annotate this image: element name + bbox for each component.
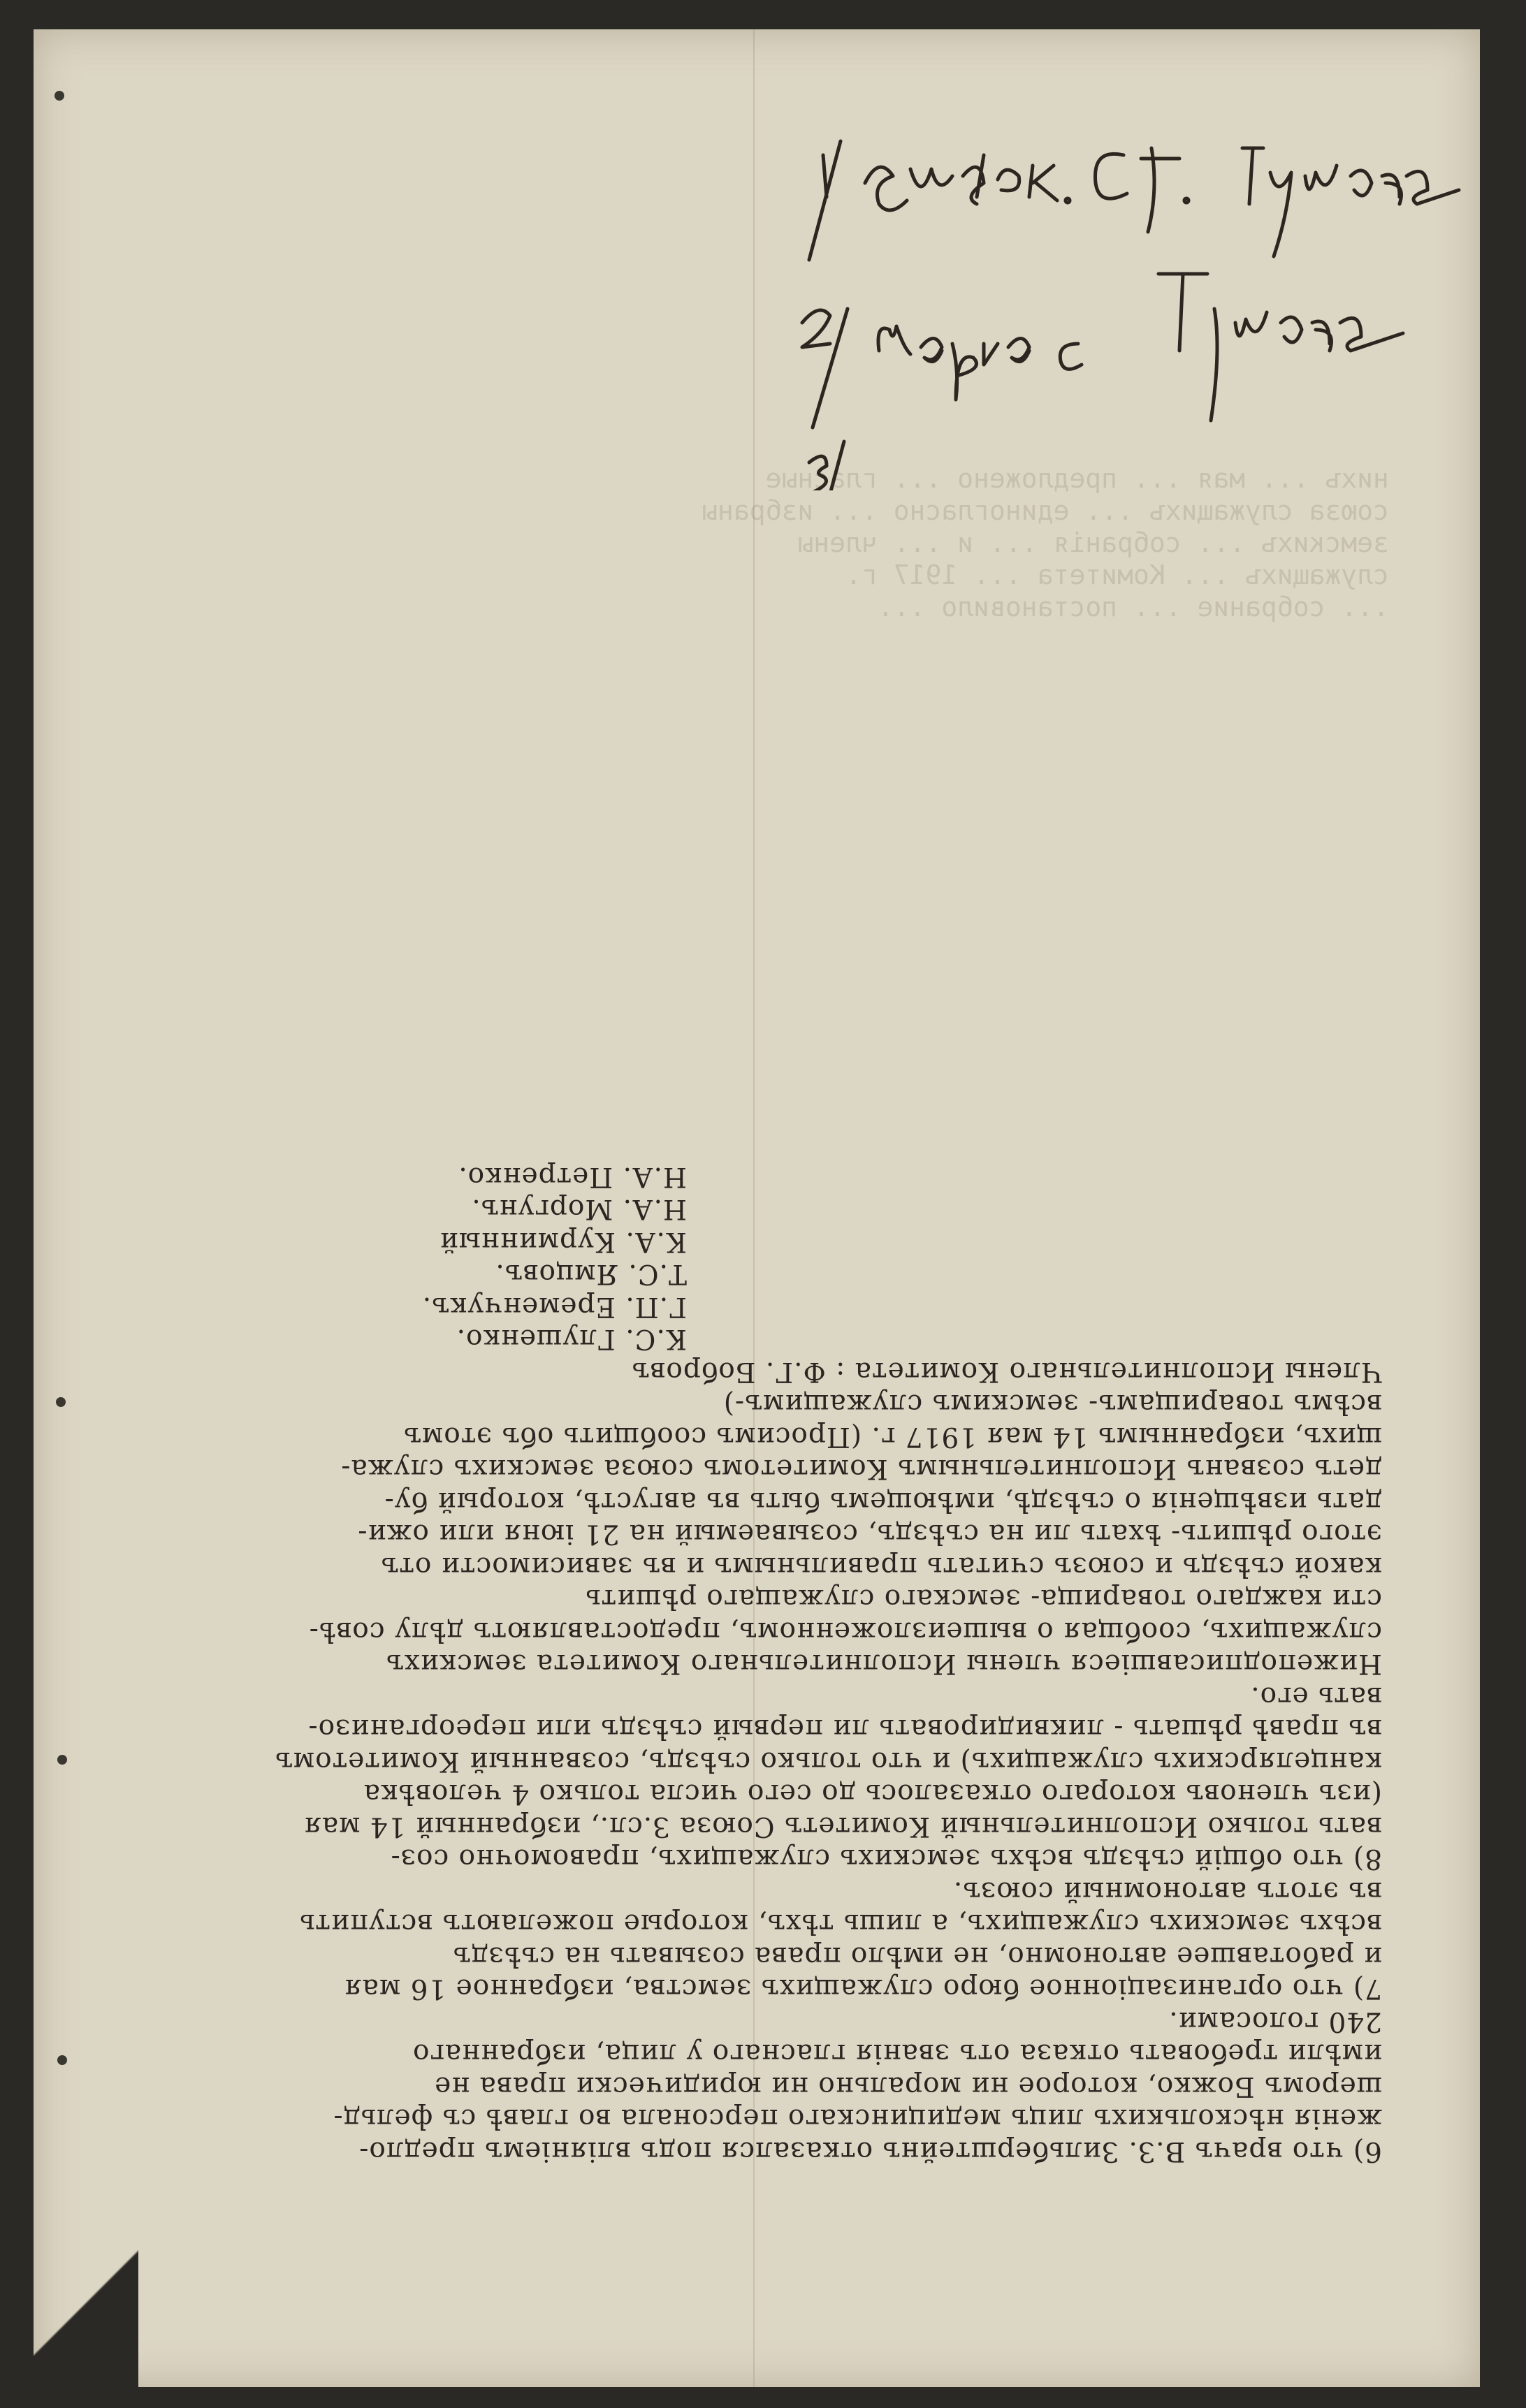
text-line: 8) что общій съѣздъ всѣхъ земскихъ служащихъ, правомочно соз- <box>390 1843 1382 1875</box>
text-line: дать извѣщенія о съѣздѣ, имѣющемъ быть въ августѣ, который бу- <box>384 1486 1382 1517</box>
punch-hole <box>56 1397 66 1407</box>
paragraph-7 <box>124 1875 1382 2005</box>
text-line: 7) что организаціонное бюро служащихъ земства, избранное 16 мая <box>344 1973 1382 2005</box>
bleed-line: служащихъ ... Комитета ... 1917 г. <box>845 560 1389 590</box>
text-line: вать его. <box>1250 1681 1382 1712</box>
signatory: К.А. Курминный <box>439 1226 687 1257</box>
text-line: всѣмъ товарищамъ- земскимъ служащимъ-) <box>722 1388 1382 1420</box>
bleed-line: земскихъ ... собранія ... и ... члены <box>797 527 1389 558</box>
signatory: К.С. Глушенко. <box>456 1323 687 1355</box>
signatory: Ф.Г. Бобровъ <box>631 1356 826 1387</box>
text-line: канцелярскихъ служащихъ) и что только съѣздъ, созванный Комитетомъ <box>275 1746 1382 1777</box>
paragraph-8 <box>124 1680 1382 1875</box>
paragraph-6 <box>124 2005 1382 2168</box>
signatories-heading: Члены Исполнительнаго Комитета : <box>835 1356 1382 1387</box>
text-line: детъ созванъ Исполнительнымъ Комитетомъ союза земскихъ служа- <box>340 1453 1382 1485</box>
handwritten-notes <box>760 99 1487 490</box>
document-page <box>34 29 1480 2387</box>
text-line: 6) что врачъ В.З. Зильберштейнъ отказался подъ вліяніемъ предло- <box>358 2136 1382 2167</box>
text-line: и работавшее автономно, не имѣло права созывать на съѣздъ <box>452 1941 1382 1972</box>
text-line: вать только Исполнительный Комитетъ Союза З.сл., избранный 14 мая <box>303 1811 1382 1842</box>
bleed-line: ... собрание ... постановило ... <box>877 592 1389 622</box>
bleed-line: союза служащихъ ... единогласно ... избраны <box>702 495 1389 526</box>
punch-hole <box>57 1755 67 1765</box>
bleed-line: нихъ ... мая ... предложено ... гласные <box>765 463 1389 494</box>
text-line: женія нѣсколькихъ лицъ медицинскаго персонала во главѣ съ фельд- <box>333 2103 1382 2135</box>
text-line: въ правѣ рѣшать - ликвидировать ли первый съѣздъ или переорганизо- <box>307 1713 1382 1745</box>
text-line: 240 голосами. <box>1168 2006 1382 2037</box>
text-line: (изъ членовъ котораго отказалось до сего числа только 4 человѣка <box>363 1778 1382 1810</box>
text-line: щихъ, избраннымъ 14 мая 1917 г. (Просимъ сообщить объ этомъ <box>403 1421 1382 1452</box>
paragraph-9 <box>124 1387 1382 1680</box>
punch-hole <box>54 91 64 101</box>
text-line: въ этотъ автономный союзъ. <box>952 1876 1382 1907</box>
text-line: служащихъ, сообщая о вышеизложенномъ, предоставляютъ дѣлу совѣ- <box>308 1616 1382 1647</box>
signatory: Г.П. Еременчукъ. <box>421 1291 687 1322</box>
torn-corner <box>34 2181 138 2391</box>
typed-body <box>124 868 1382 2167</box>
signatory: Н.А. Петренко. <box>458 1161 687 1192</box>
text-line: имѣли требовать отказа отъ званія гласнаго у лица, избраннаго <box>412 2038 1382 2070</box>
signatory: Т.С. Ямцовъ. <box>495 1258 687 1290</box>
punch-hole <box>57 2055 67 2065</box>
text-line: какой съѣздъ и союзъ считать правильнымъ и въ зависимости отъ <box>380 1551 1382 1582</box>
signatory: Н.А. Моргунъ. <box>471 1193 687 1225</box>
bleed-through-text <box>187 462 1389 854</box>
text-line: шеромъ Божко, которое ни морально ни юридически права не <box>434 2071 1382 2102</box>
text-line: этого рѣшить- ѣхать ли на съѣздъ, созываемый на 21 іюня или ожи- <box>357 1518 1382 1550</box>
text-line: всѣхъ земскихъ служащихъ, а лишь тѣхъ, которые пожелаютъ вступить <box>299 1908 1382 1940</box>
text-line: Нижеподписавшіеся члены Исполнительнаго Комитета земскихъ <box>385 1648 1382 1680</box>
text-line: сти каждаго товарища- земскаго служащаго рѣшить <box>585 1583 1382 1615</box>
signatories-block <box>124 1160 1382 1388</box>
signatories-heading-line <box>124 1355 1382 1388</box>
